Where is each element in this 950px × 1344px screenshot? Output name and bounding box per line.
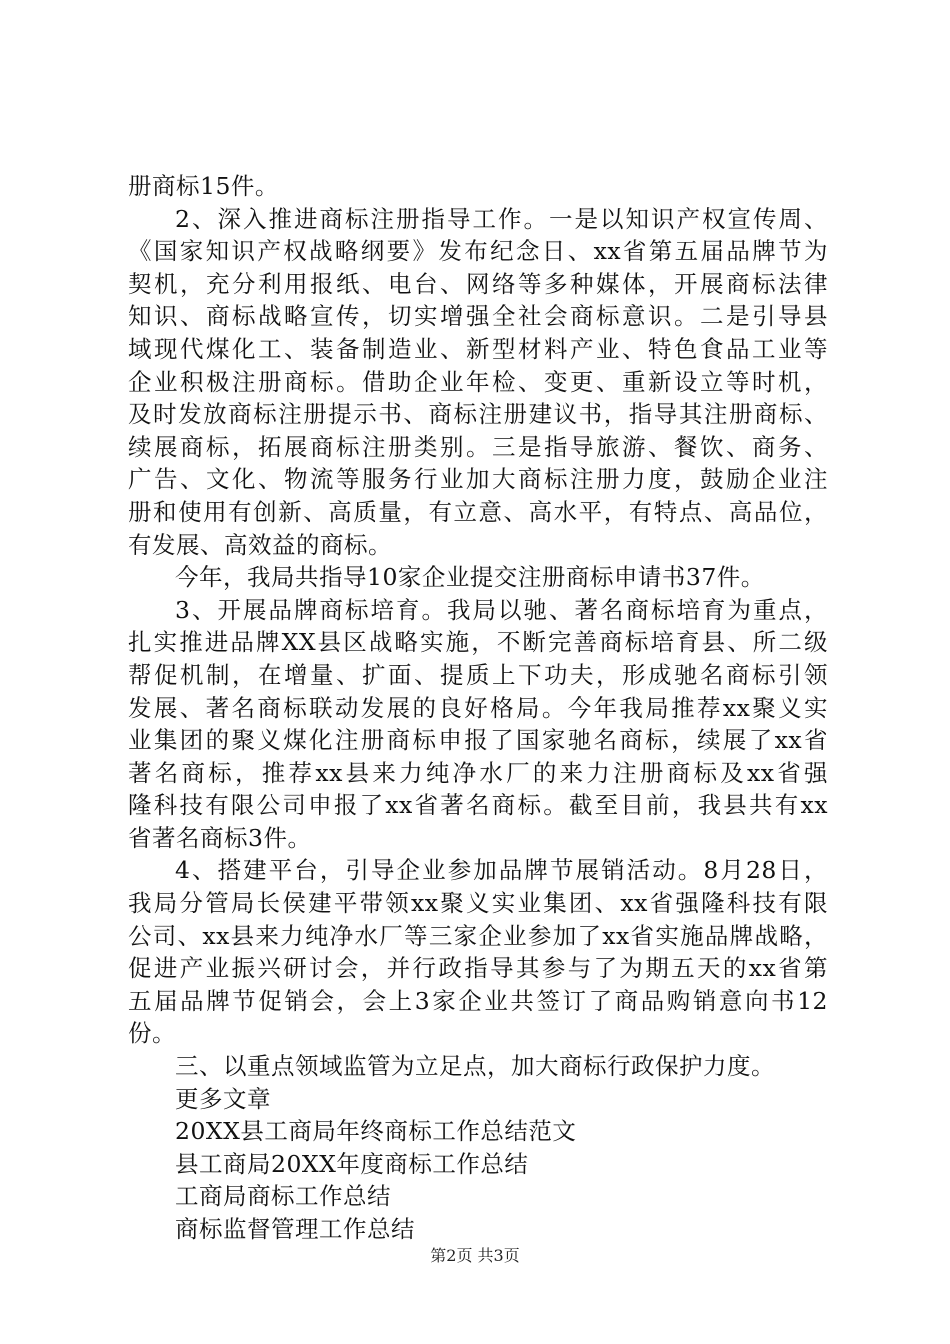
text-line: 《国家知识产权战略纲要》发布纪念日、xx省第五届品牌节为 (128, 237, 828, 266)
text-line: 发展、著名商标联动发展的良好格局。今年我局推荐xx聚义实 (128, 693, 828, 722)
text-line: 续展商标，拓展商标注册类别。三是指导旅游、餐饮、商务、 (128, 432, 828, 461)
paragraph (128, 1050, 828, 1083)
paragraph-list (128, 170, 828, 1083)
text-line: 企业积极注册商标。借助企业年检、变更、重新设立等时机， (128, 367, 828, 396)
text-line: 有发展、高效益的商标。 (128, 530, 392, 559)
paragraph (128, 203, 828, 562)
text-line: 我局分管局长侯建平带领xx聚义实业集团、xx省强隆科技有限 (128, 889, 828, 918)
text-line: 帮促机制，在增量、扩面、提质上下功夫，形成驰名商标引领 (128, 660, 828, 689)
text-line: 册和使用有创新、高质量，有立意、高水平，有特点、高品位， (128, 497, 828, 526)
text-line: 业集团的聚义煤化注册商标申报了国家驰名商标，续展了xx省 (128, 726, 828, 755)
more-article-link[interactable]: 商标监督管理工作总结 (175, 1215, 415, 1243)
text-line: 域现代煤化工、装备制造业、新型材料产业、特色食品工业等 (128, 334, 828, 363)
text-line: 省著名商标3件。 (128, 823, 312, 852)
document-body (128, 170, 828, 1246)
text-line: 五届品牌节促销会，会上3家企业共签订了商品购销意向书12 (128, 986, 828, 1015)
page-footer: 第2页 共3页 (430, 1246, 520, 1265)
text-line: 今年，我局共指导10家企业提交注册商标申请书37件。 (175, 563, 765, 592)
more-article-link[interactable]: 工商局商标工作总结 (175, 1182, 391, 1211)
text-line: 及时发放商标注册提示书、商标注册建议书，指导其注册商标、 (128, 400, 828, 429)
text-line: 广告、文化、物流等服务行业加大商标注册力度，鼓励企业注 (128, 465, 828, 494)
text-line: 促进产业振兴研讨会，并行政指导其参与了为期五天的xx省第 (128, 954, 828, 983)
text-line: 著名商标，推荐xx县来力纯净水厂的来力注册商标及xx省强 (128, 758, 828, 787)
text-line: 4、搭建平台，引导企业参加品牌节展销活动。8月28日， (175, 856, 828, 885)
paragraph (128, 170, 828, 203)
more-article-link[interactable]: 20XX县工商局年终商标工作总结范文 (175, 1117, 577, 1146)
paragraph (128, 561, 828, 594)
text-line: 册商标15件。 (128, 172, 279, 200)
text-line: 扎实推进品牌XX县区战略实施，不断完善商标培育县、所二级 (128, 628, 828, 657)
text-line: 3、开展品牌商标培育。我局以驰、著名商标培育为重点， (175, 595, 828, 624)
text-line: 份。 (128, 1019, 176, 1048)
text-line: 契机，充分利用报纸、电台、网络等多种媒体，开展商标法律 (128, 269, 828, 298)
text-line: 三、以重点领域监管为立足点，加大商标行政保护力度。 (175, 1052, 775, 1081)
text-line: 知识、商标战略宣传，切实增强全社会商标意识。二是引导县 (128, 302, 828, 331)
more-articles-section (128, 1083, 828, 1246)
paragraph (128, 854, 828, 1050)
paragraph (128, 594, 828, 855)
text-line: 2、深入推进商标注册指导工作。一是以知识产权宣传周、 (175, 204, 828, 233)
text-line: 隆科技有限公司申报了xx省著名商标。截至目前，我县共有xx (128, 791, 828, 820)
more-article-link[interactable]: 县工商局20XX年度商标工作总结 (175, 1149, 529, 1178)
more-articles-heading: 更多文章 (175, 1084, 271, 1113)
text-line: 公司、xx县来力纯净水厂等三家企业参加了xx省实施品牌战略， (128, 921, 828, 950)
